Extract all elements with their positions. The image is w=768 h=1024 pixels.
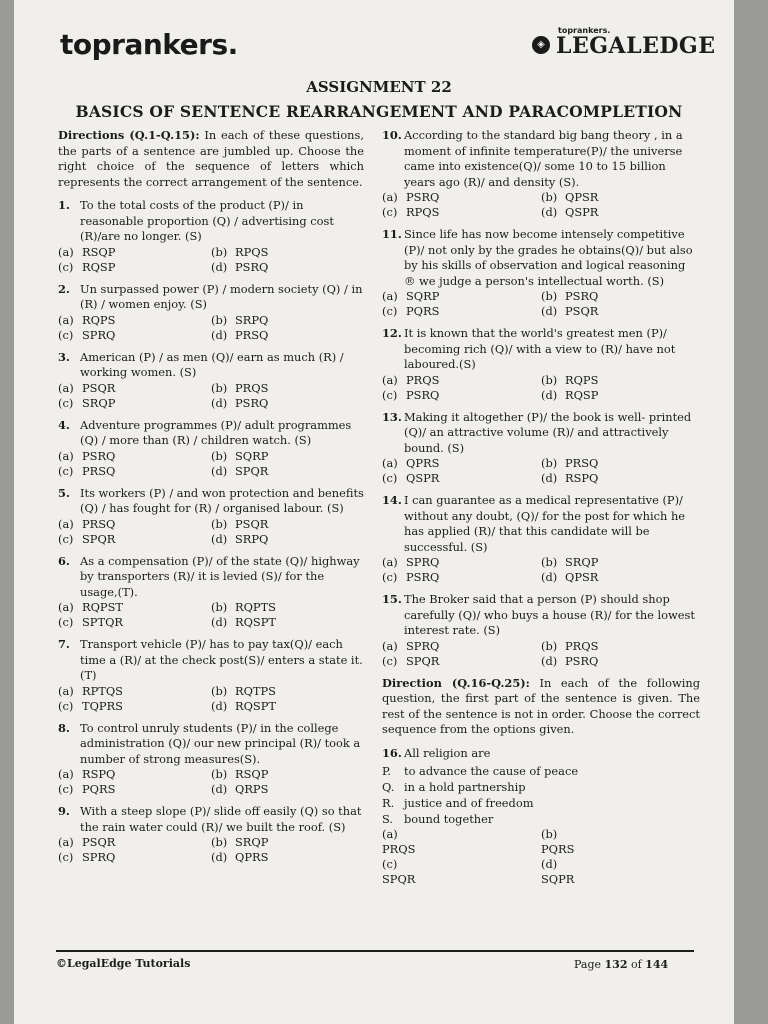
answer-option[interactable]	[211, 850, 364, 865]
answer-option[interactable]	[211, 260, 364, 275]
option-letter: (b)	[211, 516, 228, 531]
question-item	[382, 493, 700, 585]
option-letter: (a)	[382, 372, 398, 387]
option-letter: (a)	[58, 835, 74, 849]
answer-option[interactable]	[211, 684, 364, 699]
option-sequence: PSQR	[235, 516, 269, 531]
question-number: 16.	[382, 745, 402, 760]
option-sequence: RSQP	[235, 767, 269, 781]
answer-option[interactable]	[58, 313, 211, 328]
option-sequence: RQSP	[82, 259, 116, 274]
option-sequence: PQRS	[541, 842, 575, 856]
part-text: justice and of freedom	[404, 796, 534, 810]
option-sequence: RPQS	[235, 244, 269, 259]
question-number: 1.	[58, 198, 70, 212]
option-sequence: SPRQ	[406, 638, 440, 653]
question-text: As a compensation (P)/ of the state (Q)/ highway by transporters (R)/ it is levied (S)/ for the usage,(T).	[80, 553, 360, 599]
question-item	[382, 128, 700, 220]
option-sequence: PQRS	[406, 304, 440, 318]
option-letter: (d)	[211, 327, 228, 342]
answer-option[interactable]	[382, 471, 541, 486]
part-text: to advance the cause of peace	[404, 764, 579, 778]
option-sequence: SQRP	[235, 448, 269, 463]
answer-option[interactable]	[58, 449, 211, 464]
page-footer	[14, 944, 734, 984]
option-sequence: PSRQ	[565, 289, 599, 303]
option-letter: (a)	[58, 448, 74, 463]
option-letter: (b)	[541, 289, 558, 303]
option-letter: (d)	[541, 304, 558, 318]
question-text: Un surpassed power (P) / modern society (Q) / in (R) / women enjoy. (S)	[80, 281, 363, 311]
question-number: 8.	[58, 720, 70, 735]
answer-option[interactable]	[58, 517, 211, 532]
directions-text: In each of these questions, the parts of a sentence are jumbled up. Choose the right choice of the sequence of letters which represents the correct arrangement of the sentence.	[58, 128, 364, 189]
option-letter: (b)	[211, 244, 228, 259]
question-item	[382, 410, 700, 487]
question-item	[58, 721, 364, 798]
option-sequence: SPRQ	[82, 850, 116, 864]
answer-option[interactable]	[211, 517, 364, 532]
option-letter: (d)	[541, 387, 558, 402]
answer-options	[58, 517, 364, 547]
part-text: in a hold partnership	[404, 780, 526, 794]
answer-option[interactable]	[541, 205, 700, 220]
sentence-parts	[382, 763, 700, 827]
option-letter: (c)	[58, 782, 74, 796]
option-sequence: RQPS	[565, 372, 599, 387]
part-label: P.	[382, 764, 391, 778]
option-sequence: SPQR	[235, 463, 269, 478]
directions-label: Direction (Q.16-Q.25):	[382, 675, 530, 690]
answer-options	[382, 456, 700, 486]
answer-option[interactable]	[382, 205, 541, 220]
part-text: bound together	[404, 812, 494, 826]
page-number: Page 132 of 144	[574, 958, 669, 971]
option-letter: (a)	[58, 516, 74, 531]
question-item	[58, 418, 364, 479]
page-header	[14, 0, 734, 70]
legaledge-badge-icon: ◈	[532, 36, 550, 54]
answer-option[interactable]	[541, 190, 700, 205]
answer-option[interactable]	[541, 289, 700, 304]
question-number: 12.	[382, 326, 402, 340]
option-letter: (d)	[541, 471, 558, 485]
question-text: To control unruly students (P)/ in the college administration (Q)/ our new principal (R)/ took a number of strong measures(S).	[80, 720, 361, 766]
question-text: To the total costs of the product (P)/ in reasonable proportion (Q) / advertising cost (R)/are no longer. (S)	[80, 198, 334, 243]
option-sequence: QSPR	[565, 205, 599, 219]
question-text: According to the standard big bang theory , in a moment of infinite temperature(P)/ the universe came into existence(Q)/ some 10 to 15 billion years ago (R)/ and density (S).	[404, 128, 683, 189]
option-sequence: SRQP	[565, 555, 599, 569]
question-number: 13.	[382, 409, 402, 424]
option-letter: (d)	[211, 259, 228, 274]
answer-option[interactable]	[211, 532, 364, 547]
answer-options	[382, 639, 700, 669]
option-sequence: RQPST	[82, 600, 123, 614]
option-sequence: SPRQ	[82, 327, 116, 342]
question-item	[58, 282, 364, 343]
option-sequence: RQTPS	[235, 683, 276, 698]
option-sequence: RPQS	[406, 205, 440, 219]
answer-option[interactable]	[58, 464, 211, 479]
sentence-part	[382, 779, 700, 795]
sentence-part	[382, 811, 700, 827]
footer-rule	[56, 950, 694, 952]
option-letter: (c)	[58, 698, 74, 713]
answer-option[interactable]	[541, 373, 700, 388]
option-letter: (a)	[382, 289, 398, 303]
answer-options	[58, 381, 364, 411]
option-letter: (c)	[382, 304, 398, 318]
option-letter: (b)	[211, 312, 228, 327]
question-text: It is known that the world's greatest men (P)/ becoming rich (Q)/ with a view to (R)/ have not laboured.(S)	[404, 326, 676, 371]
answer-option[interactable]	[211, 313, 364, 328]
assignment-title	[14, 78, 734, 121]
answer-option[interactable]	[211, 615, 364, 630]
directions-q1-q15	[58, 128, 364, 190]
option-letter: (c)	[58, 259, 74, 274]
option-sequence: SPQR	[82, 531, 116, 546]
question-number: 14.	[382, 493, 402, 507]
question-number: 15.	[382, 592, 402, 606]
option-sequence: SQRP	[406, 289, 440, 303]
option-sequence: RQPS	[82, 312, 116, 327]
answer-option[interactable]	[58, 767, 211, 782]
answer-option[interactable]	[541, 654, 700, 669]
option-letter: (b)	[211, 767, 228, 781]
option-sequence: RSPQ	[82, 767, 116, 781]
option-letter: (c)	[58, 850, 74, 864]
option-letter: (c)	[58, 395, 74, 410]
option-sequence: QPSR	[565, 570, 599, 584]
option-letter: (b)	[211, 683, 228, 698]
option-letter: (d)	[541, 205, 558, 219]
option-sequence: PRSQ	[82, 516, 116, 531]
question-item	[58, 350, 364, 411]
question-item	[58, 486, 364, 547]
answer-option[interactable]	[58, 615, 211, 630]
left-column	[58, 128, 364, 872]
answer-option[interactable]	[211, 396, 364, 411]
option-sequence: PRQS	[565, 638, 599, 653]
option-letter: (d)	[211, 615, 228, 629]
option-sequence: QPRS	[235, 850, 269, 864]
answer-option[interactable]	[58, 328, 211, 343]
answer-option[interactable]	[211, 449, 364, 464]
answer-options	[58, 835, 364, 865]
answer-option[interactable]	[382, 190, 541, 205]
question-number: 3.	[58, 349, 70, 364]
option-letter: (d)	[211, 463, 228, 478]
answer-option[interactable]	[211, 600, 364, 615]
answer-option[interactable]	[541, 570, 700, 585]
answer-option[interactable]	[382, 388, 541, 403]
option-letter: (b)	[541, 638, 558, 653]
option-letter: (b)	[211, 600, 228, 614]
option-letter: (d)	[211, 698, 228, 713]
answer-option[interactable]	[382, 857, 541, 887]
answer-option[interactable]	[541, 857, 700, 887]
option-letter: (d)	[211, 531, 228, 546]
question-item	[382, 326, 700, 403]
question-text: Transport vehicle (P)/ has to pay tax(Q)/ each time a (R)/ at the check post(S)/ enters a state it.(T)	[80, 637, 363, 682]
option-sequence: PSRQ	[406, 570, 440, 584]
question-number: 9.	[58, 804, 70, 818]
question-item	[58, 198, 364, 275]
answer-option[interactable]	[58, 600, 211, 615]
option-sequence: PSRQ	[406, 387, 440, 402]
option-sequence: SQPR	[541, 872, 575, 886]
option-sequence: PSRQ	[406, 190, 440, 204]
option-letter: (b)	[211, 835, 228, 849]
answer-option[interactable]	[382, 289, 541, 304]
question-text: Its workers (P) / and won protection and benefits (Q) / has fought for (R) / organised labour. (S)	[80, 485, 364, 515]
legaledge-logo-small: toprankers.	[558, 26, 611, 35]
option-letter: (c)	[58, 531, 74, 546]
option-sequence: SRQP	[82, 395, 116, 410]
question-item	[382, 592, 700, 669]
answer-option[interactable]	[541, 639, 700, 654]
option-letter: (a)	[58, 380, 74, 395]
option-sequence: PSRQ	[235, 259, 269, 274]
answer-option[interactable]	[58, 782, 211, 797]
answer-options	[382, 827, 700, 887]
option-sequence: QSPR	[406, 471, 440, 485]
answer-option[interactable]	[382, 570, 541, 585]
question-item	[58, 554, 364, 631]
option-letter: (d)	[541, 570, 558, 584]
answer-option[interactable]	[211, 835, 364, 850]
option-letter: (a)	[58, 683, 74, 698]
part-label: S.	[382, 812, 394, 826]
answer-option[interactable]	[58, 699, 211, 714]
answer-options	[382, 190, 700, 220]
answer-option[interactable]	[211, 767, 364, 782]
option-letter: (b)	[541, 456, 558, 470]
option-letter: (d)	[541, 653, 558, 668]
sentence-part	[382, 795, 700, 811]
answer-option[interactable]	[211, 782, 364, 797]
answer-option[interactable]	[382, 555, 541, 570]
question-number: 2.	[58, 281, 70, 296]
option-sequence: PSQR	[82, 835, 116, 849]
answer-option[interactable]	[211, 381, 364, 396]
option-letter: (a)	[382, 638, 398, 653]
option-sequence: PSQR	[82, 380, 116, 395]
question-number: 5.	[58, 485, 70, 500]
option-letter: (c)	[58, 615, 74, 629]
answer-options	[58, 245, 364, 275]
option-sequence: RSQP	[82, 244, 116, 259]
option-sequence: PRQS	[382, 842, 416, 856]
option-sequence: RQPTS	[235, 600, 276, 614]
option-letter: (a)	[382, 555, 398, 569]
option-sequence: SPQR	[382, 872, 416, 886]
option-sequence: PQRS	[82, 782, 116, 796]
question-text: Adventure programmes (P)/ adult programmes (Q) / more than (R) / children watch. (S)	[80, 417, 352, 447]
option-letter: (d)	[541, 857, 558, 871]
question-number: 6.	[58, 553, 70, 568]
option-sequence: PRSQ	[565, 456, 599, 470]
answer-option[interactable]	[58, 245, 211, 260]
directions-label: Directions (Q.1-Q.15):	[58, 128, 200, 142]
answer-option[interactable]	[58, 850, 211, 865]
option-sequence: SPTQR	[82, 615, 123, 629]
option-letter: (d)	[211, 782, 228, 796]
question-item	[58, 637, 364, 714]
answer-option[interactable]	[58, 684, 211, 699]
option-letter: (d)	[211, 395, 228, 410]
option-sequence: SPRQ	[406, 555, 440, 569]
option-letter: (a)	[382, 827, 398, 841]
option-letter: (d)	[211, 850, 228, 864]
answer-option[interactable]	[541, 827, 700, 857]
answer-option[interactable]	[382, 654, 541, 669]
answer-option[interactable]	[382, 639, 541, 654]
option-sequence: SRPQ	[235, 312, 269, 327]
option-letter: (a)	[382, 190, 398, 204]
legaledge-logo	[532, 26, 716, 66]
option-sequence: PRQS	[406, 372, 440, 387]
option-sequence: SRQP	[235, 835, 269, 849]
option-sequence: PSRQ	[82, 448, 116, 463]
directions-text: In each of the following question, the first part of the sentence is given. The rest of the sentence is not in order. Choose the correct sequence from the options given.	[382, 675, 700, 736]
option-letter: (b)	[211, 380, 228, 395]
option-sequence: RQSPT	[235, 615, 276, 629]
option-letter: (a)	[382, 456, 398, 470]
answer-option[interactable]	[541, 388, 700, 403]
question-item	[58, 804, 364, 865]
answer-options	[382, 289, 700, 319]
question-number: 10.	[382, 128, 402, 142]
option-sequence: RQSP	[565, 387, 599, 402]
answer-option[interactable]	[382, 304, 541, 319]
answer-option[interactable]	[58, 396, 211, 411]
option-letter: (a)	[58, 600, 74, 614]
question-text: With a steep slope (P)/ slide off easily (Q) so that the rain water could (R)/ we built the roof. (S)	[80, 804, 362, 834]
answer-option[interactable]	[541, 555, 700, 570]
option-sequence: PSRQ	[565, 653, 599, 668]
option-letter: (b)	[211, 448, 228, 463]
document-page	[14, 0, 734, 1024]
legaledge-logo-text: LEGALEDGE	[556, 33, 716, 59]
option-sequence: SPQR	[406, 653, 440, 668]
question-16	[382, 746, 700, 888]
option-letter: (c)	[382, 471, 398, 485]
option-letter: (c)	[382, 857, 398, 871]
option-letter: (a)	[58, 244, 74, 259]
answer-option[interactable]	[58, 381, 211, 396]
answer-options	[58, 684, 364, 714]
answer-option[interactable]	[211, 464, 364, 479]
assignment-number: ASSIGNMENT 22	[306, 78, 452, 96]
left-question-list	[58, 198, 364, 865]
footer-copyright: ©LegalEdge Tutorials	[56, 957, 191, 970]
answer-option[interactable]	[211, 328, 364, 343]
option-sequence: PSQR	[565, 304, 599, 318]
option-letter: (c)	[58, 463, 74, 478]
option-sequence: RPTQS	[82, 683, 123, 698]
directions-q16-q25	[382, 676, 700, 738]
question-number: 7.	[58, 637, 70, 651]
answer-options	[58, 767, 364, 797]
option-sequence: PRSQ	[235, 327, 269, 342]
answer-option[interactable]	[211, 699, 364, 714]
question-text: Since life has now become intensely competitive (P)/ not only by the grades he obtains(Q)/ but also by his skills of observation and logical reasoning ® we judge a person's intellectual worth. (S)	[404, 227, 693, 288]
answer-option[interactable]	[58, 260, 211, 275]
option-letter: (a)	[58, 312, 74, 327]
option-letter: (b)	[541, 190, 558, 204]
option-sequence: RQSPT	[235, 698, 276, 713]
option-sequence: QPRS	[406, 456, 440, 470]
option-letter: (c)	[58, 327, 74, 342]
option-sequence: TQPRS	[82, 698, 123, 713]
option-letter: (b)	[541, 555, 558, 569]
option-sequence: QPSR	[565, 190, 599, 204]
answer-option[interactable]	[541, 471, 700, 486]
question-text: American (P) / as men (Q)/ earn as much (R) / working women. (S)	[80, 349, 344, 379]
right-column	[382, 128, 700, 894]
answer-option[interactable]	[211, 245, 364, 260]
answer-options	[58, 600, 364, 630]
option-letter: (c)	[382, 387, 398, 402]
answer-options	[382, 373, 700, 403]
answer-option[interactable]	[382, 827, 541, 857]
toprankers-logo: toprankers.	[60, 28, 238, 61]
question-number: 4.	[58, 417, 70, 432]
option-sequence: PSRQ	[235, 395, 269, 410]
right-question-list	[382, 128, 700, 669]
part-label: Q.	[382, 780, 395, 794]
option-letter: (c)	[382, 653, 398, 668]
question-text: Making it altogether (P)/ the book is well- printed (Q)/ an attractive volume (R)/ and attractively bound. (S)	[404, 409, 692, 455]
question-text: The Broker said that a person (P) should shop carefully (Q)/ who buys a house (R)/ for the lowest interest rate. (S)	[404, 592, 695, 637]
option-letter: (c)	[382, 570, 398, 584]
option-sequence: RSPQ	[565, 471, 599, 485]
sentence-part	[382, 763, 700, 779]
answer-option[interactable]	[541, 456, 700, 471]
answer-option[interactable]	[382, 373, 541, 388]
assignment-subtitle: BASICS OF SENTENCE REARRANGEMENT AND PARACOMPLETION	[75, 102, 683, 121]
question-text: I can guarantee as a medical representative (P)/ without any doubt, (Q)/ for the post for which he has applied (R)/ that this candidate will be successful. (S)	[404, 493, 686, 554]
question-text: All religion are	[404, 745, 491, 760]
option-letter: (a)	[58, 767, 74, 781]
option-letter: (c)	[382, 205, 398, 219]
option-sequence: QRPS	[235, 782, 269, 796]
question-number: 11.	[382, 227, 402, 241]
option-letter: (b)	[541, 827, 558, 841]
answer-options	[382, 555, 700, 585]
question-item	[382, 227, 700, 319]
answer-option[interactable]	[58, 835, 211, 850]
answer-option[interactable]	[58, 532, 211, 547]
part-label: R.	[382, 796, 395, 810]
answer-option[interactable]	[541, 304, 700, 319]
answer-options	[58, 449, 364, 479]
option-sequence: PRQS	[235, 380, 269, 395]
answer-options	[58, 313, 364, 343]
option-letter: (b)	[541, 372, 558, 387]
answer-option[interactable]	[382, 456, 541, 471]
option-sequence: SRPQ	[235, 531, 269, 546]
option-sequence: PRSQ	[82, 463, 116, 478]
